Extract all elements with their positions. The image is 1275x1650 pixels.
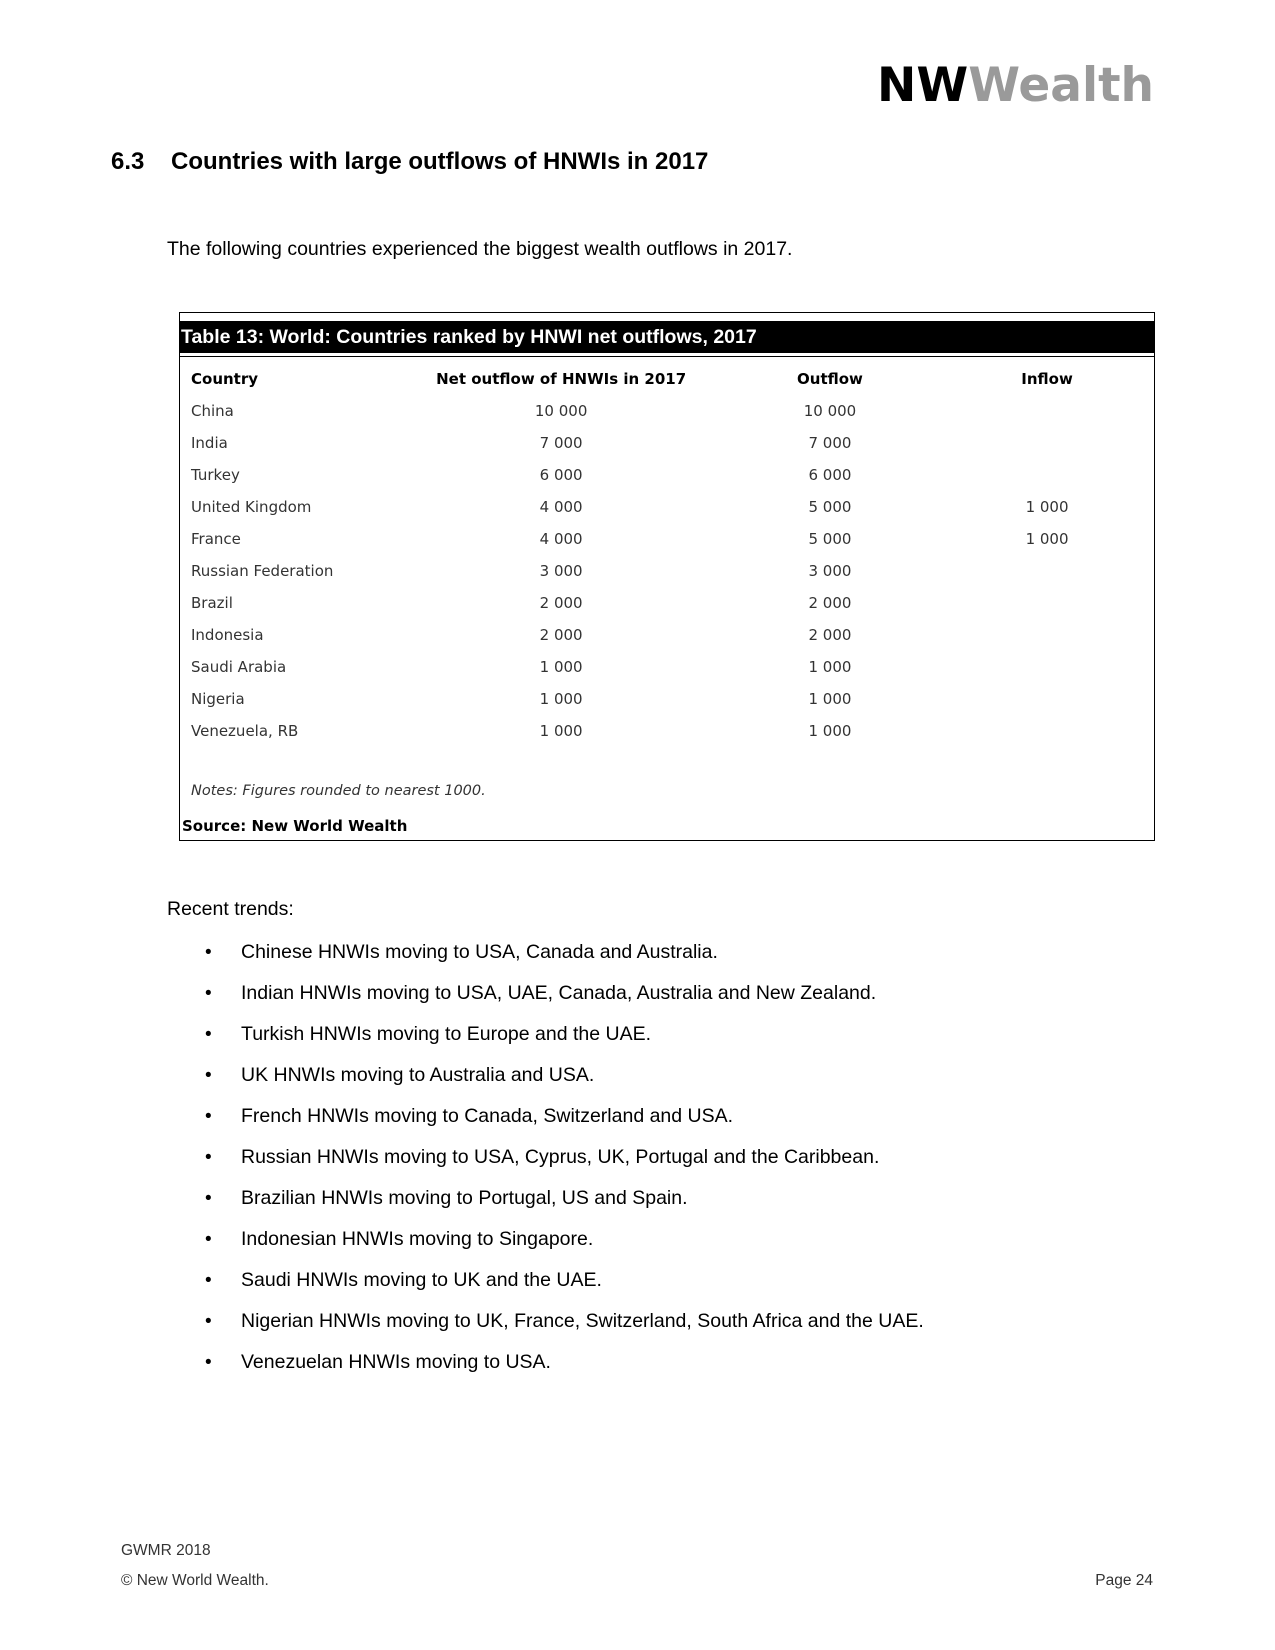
section-number: 6.3 <box>111 148 145 175</box>
table-title: Table 13: World: Countries ranked by HNWI net outflows, 2017 <box>180 321 1154 353</box>
cell-net-outflow: 2 000 <box>539 626 583 644</box>
cell-outflow: 5 000 <box>808 530 852 548</box>
cell-inflow <box>940 651 1154 683</box>
trend-text: Chinese HNWIs moving to USA, Canada and Australia. <box>241 941 718 963</box>
table-row <box>191 555 1154 587</box>
cell-country: Nigeria <box>191 690 245 708</box>
cell-country: Russian Federation <box>191 562 334 580</box>
cell-outflow: 10 000 <box>803 402 857 420</box>
cell-inflow <box>940 715 1154 747</box>
intro-paragraph: The following countries experienced the biggest wealth outflows in 2017. <box>167 238 793 260</box>
cell-outflow: 2 000 <box>808 594 852 612</box>
cell-inflow <box>940 427 1154 459</box>
trend-text: Brazilian HNWIs moving to Portugal, US and Spain. <box>241 1187 688 1209</box>
bullet-icon: • <box>205 1065 212 1086</box>
footer-page-number: Page 24 <box>1095 1572 1153 1589</box>
cell-net-outflow: 1 000 <box>539 658 583 676</box>
cell-net-outflow: 3 000 <box>539 562 583 580</box>
trend-text: Indian HNWIs moving to USA, UAE, Canada, Australia and New Zealand. <box>241 982 877 1004</box>
cell-country: Turkey <box>191 466 240 484</box>
cell-outflow: 7 000 <box>808 434 852 452</box>
bullet-icon: • <box>205 1024 212 1045</box>
cell-country: Indonesia <box>191 626 264 644</box>
bullet-icon: • <box>205 942 212 963</box>
table-row <box>191 683 1154 715</box>
nwwealth-logo <box>877 58 1154 113</box>
column-header-country: Country <box>191 370 259 388</box>
table-row <box>191 395 1154 427</box>
table-header-row <box>191 363 1154 395</box>
bullet-icon: • <box>205 1352 212 1373</box>
footer-report: GWMR 2018 <box>121 1542 211 1559</box>
cell-inflow <box>940 587 1154 619</box>
table-row <box>191 427 1154 459</box>
trend-text: French HNWIs moving to Canada, Switzerland and USA. <box>241 1105 734 1127</box>
logo-nw: NW <box>877 58 969 113</box>
cell-outflow: 2 000 <box>808 626 852 644</box>
table-body <box>191 395 1154 747</box>
cell-inflow <box>940 683 1154 715</box>
bullet-icon: • <box>205 1106 212 1127</box>
cell-country: France <box>191 530 241 548</box>
section-title: Countries with large outflows of HNWIs in 2017 <box>171 148 709 175</box>
trend-text: Turkish HNWIs moving to Europe and the UAE. <box>241 1023 652 1045</box>
cell-net-outflow: 6 000 <box>539 466 583 484</box>
section-heading <box>111 148 708 176</box>
cell-net-outflow: 2 000 <box>539 594 583 612</box>
cell-net-outflow: 4 000 <box>539 530 583 548</box>
cell-country: Saudi Arabia <box>191 658 287 676</box>
table-row <box>191 459 1154 491</box>
trend-text: Russian HNWIs moving to USA, Cyprus, UK, Portugal and the Caribbean. <box>241 1146 880 1168</box>
cell-country: China <box>191 402 234 420</box>
bullet-icon: • <box>205 1311 212 1332</box>
cell-net-outflow: 7 000 <box>539 434 583 452</box>
table-row <box>191 651 1154 683</box>
cell-inflow: 1 000 <box>1025 498 1069 516</box>
trend-text: UK HNWIs moving to Australia and USA. <box>241 1064 595 1086</box>
footer-copyright: © New World Wealth. <box>121 1572 269 1589</box>
bullet-icon: • <box>205 1270 212 1291</box>
cell-net-outflow: 1 000 <box>539 690 583 708</box>
data-table <box>191 363 1154 747</box>
outflows-table <box>179 312 1155 841</box>
table-title-rule <box>180 356 1154 357</box>
bullet-icon: • <box>205 983 212 1004</box>
cell-country: United Kingdom <box>191 498 312 516</box>
cell-outflow: 6 000 <box>808 466 852 484</box>
cell-country: Venezuela, RB <box>191 722 299 740</box>
cell-net-outflow: 10 000 <box>534 402 588 420</box>
cell-outflow: 1 000 <box>808 690 852 708</box>
bullet-icon: • <box>205 1147 212 1168</box>
cell-inflow <box>940 619 1154 651</box>
column-header-inflow: Inflow <box>1021 370 1073 388</box>
column-header-outflow: Outflow <box>797 370 863 388</box>
table-row <box>191 523 1154 555</box>
logo-wealth: Wealth <box>968 58 1154 113</box>
table-notes: Notes: Figures rounded to nearest 1000. <box>191 783 486 799</box>
cell-net-outflow: 4 000 <box>539 498 583 516</box>
cell-outflow: 3 000 <box>808 562 852 580</box>
cell-inflow <box>940 459 1154 491</box>
cell-inflow <box>940 555 1154 587</box>
table-row <box>191 587 1154 619</box>
trend-text: Venezuelan HNWIs moving to USA. <box>241 1351 551 1373</box>
cell-country: Brazil <box>191 594 233 612</box>
trends-label: Recent trends: <box>167 898 294 920</box>
cell-net-outflow: 1 000 <box>539 722 583 740</box>
table-row <box>191 715 1154 747</box>
cell-outflow: 5 000 <box>808 498 852 516</box>
trend-text: Indonesian HNWIs moving to Singapore. <box>241 1228 594 1250</box>
bullet-icon: • <box>205 1188 212 1209</box>
trend-text: Saudi HNWIs moving to UK and the UAE. <box>241 1269 602 1291</box>
bullet-icon: • <box>205 1229 212 1250</box>
cell-outflow: 1 000 <box>808 722 852 740</box>
table-row <box>191 619 1154 651</box>
trend-text: Nigerian HNWIs moving to UK, France, Switzerland, South Africa and the UAE. <box>241 1310 924 1332</box>
cell-country: India <box>191 434 228 452</box>
cell-inflow: 1 000 <box>1025 530 1069 548</box>
cell-outflow: 1 000 <box>808 658 852 676</box>
column-header-net-outflow: Net outflow of HNWIs in 2017 <box>436 370 687 388</box>
table-row <box>191 491 1154 523</box>
table-source: Source: New World Wealth <box>182 817 408 835</box>
cell-inflow <box>940 395 1154 427</box>
